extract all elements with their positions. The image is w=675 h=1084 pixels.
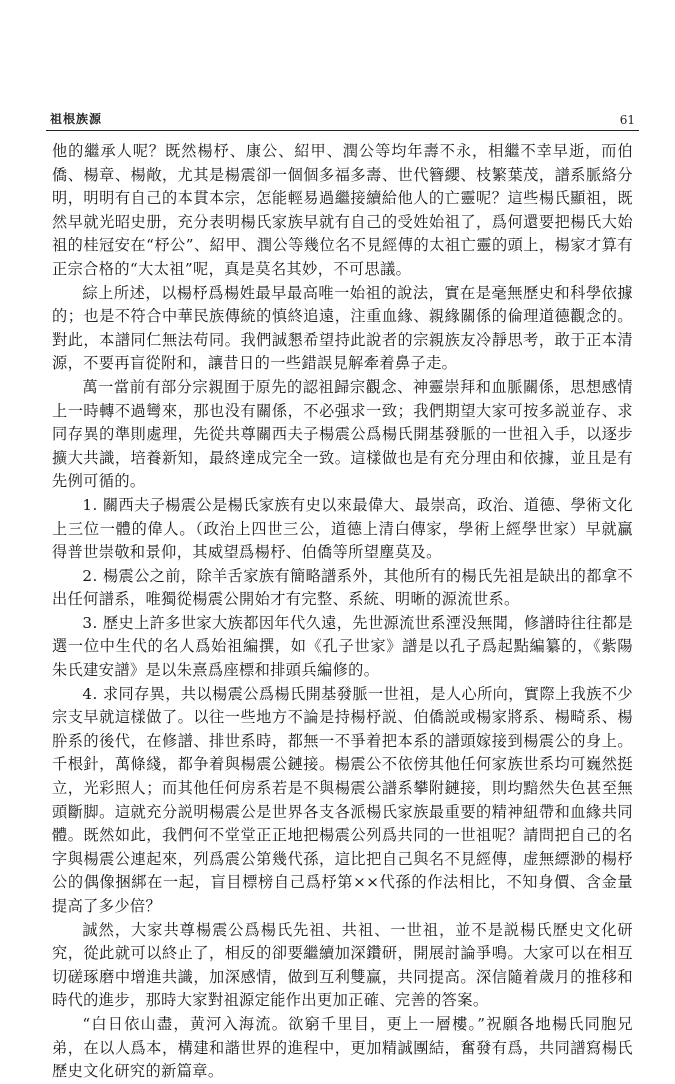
list-item-1: 1. 關西夫子楊震公是楊氏家族有史以來最偉大、最崇高，政治、道德、學術文化上三位一體的偉人。（政治上四世三公，道德上清白傳家，學術上經學世家）早就贏得普世崇敬和景仰，其威望爲楊杼、伯僑等所望塵莫及。: [52, 495, 633, 562]
list-item-4: 4. 求同存異，共以楊震公爲楊氏開基發脈一世祖，是人心所向，實際上我族不少宗支早就這樣做了。以往一些地方不論是持楊杼説、伯僑説或楊家將系、楊畸系、楊肸系的後代，在修譜、排世系時，都無一不爭着把本系的譜頭嫁接到楊震公的身上。千根針，萬條綫，都争着與楊震公鏈接。楊震公不依傍其他任何家族世系均可巍然挺立，光彩照人；而其他任何房系若是不與楊震公譜系攀附鏈接，則均黯然失色甚至無頭斷脚。這就充分説明楊震公是世界各支各派楊氏家族最重要的精神紐帶和血緣共同體。既然如此，我們何不堂堂正正地把楊震公列爲共同的一世祖呢？請問把自己的名字與楊震公連起來，列爲震公第幾代孫，這比把自己與名不見經傳，虚無縹渺的楊杼公的偶像捆綁在一起，盲目標榜自己爲杼第××代孫的作法相比，不知身價、含金量提高了多少倍？: [52, 684, 633, 915]
list-item-2: 2. 楊震公之前，除羊舌家族有簡略譜系外，其他所有的楊氏先祖是缺出的都拿不出任何譜系，唯獨從楊震公開始才有完整、系統、明晰的源流世系。: [52, 566, 633, 609]
paragraph-closing: “白日依山盡，黄河入海流。欲窮千里目，更上一層樓。”祝願各地楊氏同胞兄弟，在以人爲本，構建和諧世界的進程中，更加精誠團結，奮發有爲，共同譜寫楊氏歷史文化研究的新篇章。: [52, 1014, 633, 1081]
paragraph-summary: 綜上所述，以楊杼爲楊姓最早最高唯一始祖的說法，實在是毫無歷史和科學依據的；也是不符合中華民族傳統的慎終追遠，注重血緣、親緣關係的倫理道德觀念的。對此，本譜同仁無法苟同。我們誠懇希望持此說者的宗親族友冷靜思考，敢于正本清源，不要再盲從附和，讓昔日的一些錯誤見解牽着鼻子走。: [52, 283, 633, 373]
running-header: [50, 110, 635, 127]
page-number: 61: [619, 113, 635, 127]
header-rule: [46, 130, 639, 131]
paragraph-proposal: 萬一當前有部分宗親囿于原先的認祖歸宗觀念、神靈崇拜和血脈關係，思想感情上一時轉不過彎來，那也没有關係，不必强求一致；我們期望大家可按多説並存、求同存異的準則處理，先從共尊關西夫子楊震公爲楊氏開基發脈的一世祖入手，以逐步擴大共識，培養新知，最終達成完全一致。這樣做也是有充分理由和依據，並且是有先例可循的。: [52, 377, 633, 491]
paragraph-continuation: 他的繼承人呢？既然楊杼、康公、紹甲、潤公等均年壽不永，相繼不幸早逝，而伯僑、楊章、楊敞，尤其是楊震卻一個個多福多壽、世代簪纓、枝繁葉茂，譜系脈絡分明，明明有自己的本貫本宗，怎能輕易過繼接續給他人的亡靈呢？這些楊氏顯祖，既然早就光昭史册，充分表明楊氏家族早就有自己的受姓始祖了，爲何還要把楊氏大始祖的桂冠安在“杼公”、紹甲、潤公等幾位名不見經傳的太祖亡靈的頭上，楊家才算有正宗合格的“大太祖”呢，真是莫名其妙，不可思議。: [52, 142, 633, 278]
running-title: 祖根族源: [50, 112, 103, 126]
paragraph-research: 誠然，大家共尊楊震公爲楊氏先祖、共祖、一世祖，並不是説楊氏歷史文化研究，從此就可以終止了，相反的卻要繼續加深鑽研，開展討論爭鳴。大家可以在相互切磋琢磨中增進共識，加深感情，做到互利雙赢，共同提高。深信隨着歲月的推移和時代的進步，那時大家對祖源定能作出更加正確、完善的答案。: [52, 920, 633, 1010]
list-item-3: 3. 歷史上許多世家大族都因年代久遠，先世源流世系湮没無聞，修譜時往往都是選一位中生代的名人爲始祖編撰，如《孔子世家》譜是以孔子爲起點編纂的，《紫陽朱氏建安譜》是以朱熹爲座標和排頭兵編修的。: [52, 613, 633, 680]
body-text: [52, 140, 633, 1084]
